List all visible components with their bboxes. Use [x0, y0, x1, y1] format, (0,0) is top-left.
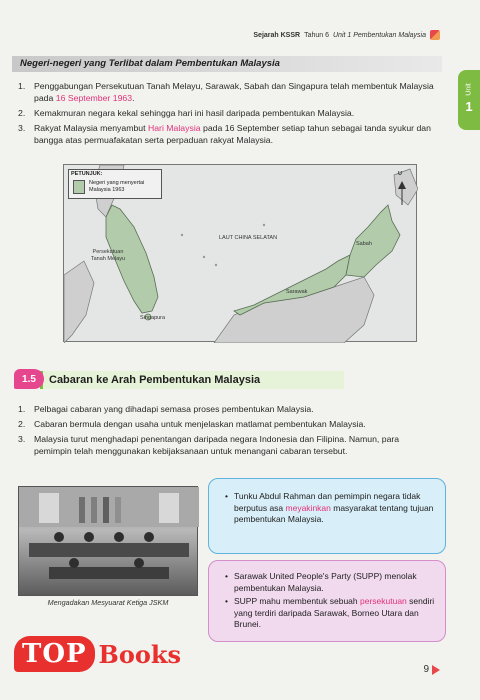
legend-swatch	[73, 180, 85, 194]
section-heading-bar	[12, 56, 442, 72]
island-dot	[181, 234, 183, 236]
logo-books: Books	[98, 639, 181, 669]
photo-flag	[79, 497, 85, 523]
list-item	[18, 418, 438, 430]
malaysia-map	[63, 164, 417, 342]
photo-person	[144, 532, 154, 542]
highlight-term: meyakinkan	[285, 502, 331, 513]
item-text: Malaysia turut menghadapi penentangan daripada negara Indonesia dan Filipina. Namun, para pemimpin telah menggunakan kebijaksanaan untuk menangani cabaran tersebut.	[34, 434, 400, 456]
photo-window	[39, 493, 59, 523]
map-label-sabah: Sabah	[356, 241, 372, 247]
item-number: 3.	[18, 123, 26, 133]
sumatra-landmass	[64, 261, 94, 343]
info-box-pink	[208, 560, 446, 642]
section-title: Negeri-negeri yang Terlibat dalam Pembentukan Malaysia	[20, 58, 280, 69]
item-number: 3.	[18, 434, 26, 444]
list-item	[18, 107, 438, 119]
legend-label: Negeri yang menyertai Malaysia 1963	[89, 180, 145, 193]
photo-svg	[19, 487, 199, 597]
item-text: Kemakmuran negara kekal sehingga hari ini hasil daripada pembentukan Malaysia.	[34, 108, 355, 118]
island-dot	[203, 256, 205, 258]
map-legend	[68, 169, 162, 199]
photo-flag	[91, 497, 97, 523]
map-label-sarawak: Sarawak	[286, 289, 308, 295]
topbooks-logo	[14, 636, 181, 672]
item-text: Pelbagai cabaran yang dihadapi semasa proses pembentukan Malaysia.	[34, 404, 314, 414]
highlight-term: persekutuan	[360, 596, 407, 606]
highlight-term: Hari Malaysia	[147, 123, 201, 133]
item-number: 1.	[18, 81, 26, 91]
section1-list	[18, 80, 438, 149]
book-icon	[430, 30, 440, 40]
header-subject: Sejarah KSSR	[253, 31, 301, 39]
header-grade: Tahun 6	[304, 31, 329, 39]
side-tab-number: 1	[465, 99, 473, 114]
section-15-title: Cabaran ke Arah Pembentukan Malaysia	[40, 371, 344, 389]
photo-person	[69, 558, 79, 568]
side-tab-label: Unit	[465, 83, 473, 96]
photo-table	[29, 543, 189, 557]
section15-list	[18, 403, 438, 460]
photo-flag	[115, 497, 121, 523]
sabah-landmass	[346, 205, 400, 277]
page-header	[253, 30, 440, 40]
list-item	[18, 80, 438, 104]
item-text: Cabaran bermula dengan usaha untuk menjelaskan matlamat pembentukan Malaysia.	[34, 419, 366, 429]
map-label-persekutuan: Persekutuan Tanah Melayu	[90, 249, 126, 262]
island-dot	[215, 264, 217, 266]
photo-flag	[103, 497, 109, 523]
header-unit: Unit 1 Pembentukan Malaysia	[333, 31, 426, 39]
info-box-blue	[208, 478, 446, 554]
item-text: Rakyat Malaysia menyambut Hari Malaysia pada 16 September setiap tahun sebagai tanda syukur dan bangga atas permuafakatan serta perpaduan rakyat Malaysia.	[34, 123, 431, 145]
photo-person	[114, 532, 124, 542]
bullet-item: • SUPP mahu membentuk sebuah persekutuan sendiri yang terdiri daripada Sarawak, Borneo Utara dan Brunei.	[225, 596, 435, 631]
arrow-right-icon	[432, 665, 440, 675]
map-label-north: U	[398, 171, 402, 177]
photo-table	[49, 567, 169, 579]
map-label-singapura: Singapura	[140, 315, 166, 321]
page-number-text: 9	[423, 664, 429, 675]
item-text: Penggabungan Persekutuan Tanah Melayu, Sarawak, Sabah dan Singapura telah membentuk Malaysia pada 16 September 1963.	[34, 81, 434, 103]
section-15-badge: 1.5	[14, 369, 44, 389]
item-number: 2.	[18, 419, 26, 429]
legend-title: PETUNJUK:	[71, 171, 103, 177]
page-number	[423, 664, 440, 675]
bullet-item: • Tunku Abdul Rahman dan pemimpin negara tidak berputus asa meyakinkan masyarakat tentang tujuan pembentukan Malaysia.	[225, 491, 435, 526]
photo-person	[134, 558, 144, 568]
map-label-sea: LAUT CHINA SELATAN	[219, 235, 278, 241]
item-number: 2.	[18, 108, 26, 118]
bullet-item: • Sarawak United People's Party (SUPP) menolak pembentukan Malaysia.	[225, 571, 435, 594]
photo-person	[84, 532, 94, 542]
highlight-date: 16 September 1963	[55, 93, 133, 103]
photo-caption: Mengadakan Mesyuarat Ketiga JSKM	[47, 598, 169, 607]
item-number: 1.	[18, 404, 26, 414]
unit-side-tab	[458, 70, 480, 130]
island-dot	[263, 224, 265, 226]
list-item	[18, 433, 438, 457]
logo-top: TOP	[14, 636, 95, 672]
photo-window	[159, 493, 179, 523]
photo-person	[54, 532, 64, 542]
list-item	[18, 122, 438, 146]
meeting-photo	[18, 486, 198, 596]
list-item	[18, 403, 438, 415]
